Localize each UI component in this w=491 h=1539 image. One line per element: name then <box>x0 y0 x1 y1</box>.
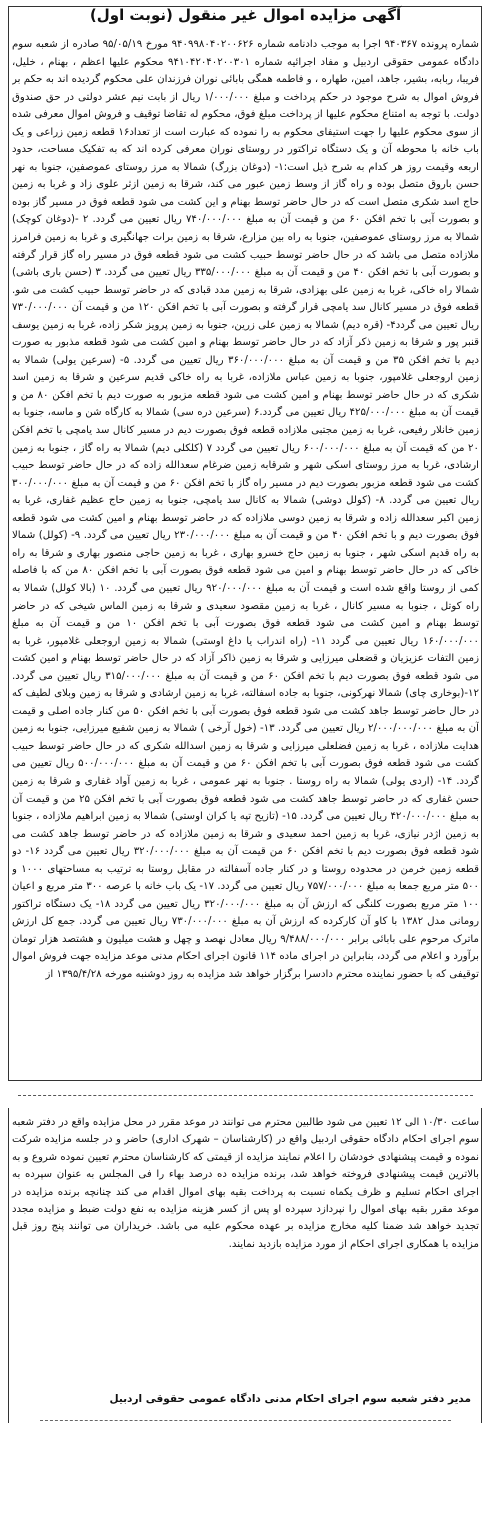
bottom-divider <box>40 1420 451 1421</box>
notice-title: آگهی مزایده اموال غیر منقول (نوبت اول) <box>89 6 402 24</box>
notice-signature: مدیر دفتر شعبه سوم اجرای احکام مدنی دادگاه عمومی حقوقی اردبیل <box>109 1393 471 1405</box>
notice-body: شماره پرونده ۹۴۰۳۶۷ اجرا به موجب دادنامه شماره ۹۴۰۹۹۸۰۴۰۲۰۰۶۲۶ مورخ ۹۵/۰۵/۱۹ صادره از شعبه سوم دادگاه عمومی حقوقی اردبیل و مفاد اجرائیه شماره ۹۴۱۰۴۲۰۴۰۲۰۰۳۰۱ محکوم علیها اعظم ، بهنام ، خلیل، فریبا، ربابه، بشیر، جاهد، امین، طهاره ، و فاطمه همگی بابائی نوران فرزندان علی محکوم گردیده اند به حکم بر فروش اموال به شرح موجود در حکم پرداخت و مبلغ ۱/۰۰۰/۰۰۰ ریال از بابت نیم عشر دولتی در حق صندوق دولت. با توجه به امتناع محکوم علیها از پرداخت مبلغ فوق، محکوم له تقاضا توقیف و فروش اموال معرفی شده از سوی محکوم علیها را جهت استیفای محکوم به را نموده که عبارت است از تعداد۱۶ قطعه زمین زراعی و یک باب خانه با محوطه آن و یک دستگاه تراکتور در روستای نوران معرفی کرده اند که به تفکیک مساحت، حدود اربعه وقیمت روز هر کدام به شرح ذیل است:۱- (دوغان بزرگ) شمالا به مرز روستای عموصفین، جنوبا به نهر حسن باروق متصل بوده و راه گاز از وسط زمین عبور می کند، شرقا به زمین ازثر علوی زاد و غربا به زمین حاج اسد شکری متصل است که در حال حاضر توسط بهنام و این کشت می شود قطعه فوق در مسیر گاز بوده و بصورت آبی با تخم افکن ۶۰ من و قیمت آن به مبلغ ۷۴۰/۰۰۰/۰۰۰ ریال تعیین می گردد. ۲ -(دوغان کوچک) شمالا به مرز روستای عموصفین، جنوبا به راه بین مزارع، شرقا به زمین برات جهانگیری و غربا به زمین فرامرز ملازاده متصل می باشد که در حال حاضر توسط حبیب کشت می شود قطعه فوق در مسیر راه گاز قرار گرفته و بصورت آبی با تخم افکن ۴۰ من و قیمت آن به مبلغ ۳۳۵/۰۰۰/۰۰۰ ریال تعیین می گردد. ۳ (حسن باری باشی) شمالا راه خاکی، غربا به زمین علی بهزادی، شرقا به زمین مدد قبادی که در حاضر توسط حبیب کشت می شو. قطعه فوق در مسیر کانال سد یامچی قرار گرفته و بصورت آبی با تخم افکن ۱۲۰ من و قیمت آن ۷۳۰/۰۰۰/۰۰۰ ریال تعیین می گردد۴- (قره دیم) شمالا به زمین علی زرین، جنوبا به زمین پرویز شکر زاده، غربا به زمین یوسف قنبر پور و شرقا به زمین ذکر آزاد که در حال حاضر توسط بهنام و امین کشت می شود قطعه مذبور به صورت دیم با تخم افکن ۳۵ من و قیمت آن به مبلغ ۳۶۰/۰۰۰/۰۰۰ ریال تعیین می گردد. ۵- (سرعین یولی) شمالا به زمین اروجعلی غلامپور، جنوبا به زمین عباس ملازاده، غربا به راه خاکی قدیم سرعین و شرقا به زمین اسد شکری که در حال حاضر توسط بهنام و امین کشت می شود قطعه مزبور به صورت دیم با تخم افکن ۸۰ من و قیمت آن به مبلغ ۴۲۵/۰۰۰/۰۰۰ ریال تعیین می گردد.۶ (سرعین دره سی) شمالا به کارگاه شن و ماسه، جنوبا به زمین خانلار رفیعی، غربا به زمین مجتبی ملازاده قطعه فوق بصورت دیم در مسیر کانال سد یامچی با تخم افکن ۲۰ من که قیمت آن به مبلغ ۶۰۰/۰۰۰/۰۰۰ ریال تعیین می گردد ۷ (کلکلی دیم) شمالا به راه گاز ، جنوبا به زمین ارشادی، غربا به مرز روستای اسکی شهر و شرقابه زمین ضرغام سعدالله زاده که در حال حاضر توسط حبیب کشت می شود قطعه مزبور بصورت دیم در مسیر راه گاز با تخم افکن ۶۰ من و قیمت آن به مبلغ ۳۰۰/۰۰۰/۰۰۰ ریال تعیین می گردد. ۸- (کولل دوشی) شمالا به کانال سد یامچی، جنوبا به زمین حاج عظیم غفاری، غربا به زمین اکبر سعدالله زاده و شرقا به زمین دوسی ملازاده که در حاضر توسط بهنام و امین کشت می شود قطعه فوق بصورت دیم و با تخم افکن ۴۰ من و قیمت آن به مبلغ ۲۳۰/۰۰۰/۰۰۰ ریال تعیین می گردد. ۹- (کولل) شمالا به راه قدیم اسکی شهر ، جنوبا به زمین حاج خسرو بهاری ، غربا به زمین حاجی منصور بهاری و شرقا به راه خاکی که در حال حاضر توسط بهنام و امین می شود قطعه فوق بصورت آبی با تخم افکن ۸۰ من که با فاصله کمی از روستا واقع شده است و قیمت آن به مبلغ ۹۲۰/۰۰۰/۰۰۰ ریال تعیین می گردد. ۱۰ (بالا کولل) شمالا به راه کوتل ، جنوبا به مسیر کانال ، غربا به زمین مقصود سعیدی و شرقا به زمین الماس شیخی که در حاضر توسط بهنام و امین کشت می شود قطعه فوق بصورت آبی با تخم افکن ۱۰ من و قیمت آن به مبلغ ۱۶۰/۰۰۰/۰۰۰ ریال تعیین می گردد ۱۱- (راه اندراب یا داغ اوستی) شمالا به زمین اروجعلی غلامپور، غربا به زمین التفات عزیزیان و قضعلی میرزایی و شرقا به زمین ذاکر آزاد که در حال حاضر توسط بهنام و امین کشت می شود قطعه فوق بصورت دیم با تخم افکن ۶۰ من و قیمت آن به مبلغ ۳۱۵/۰۰۰/۰۰۰ ریال تعیین می گردد. ۱۲-(بوخاری چای) شمالا نهرکونی، جنوبا به جاده اسفالته، غربا به زمین ارشادی و شرقا به زمین وبلای لطیف که در حال حاضر توسط جاهد کشت می شود قطعه فوق بصورت آبی با تخم افکن ۵۰ من کنار جاده اصلی و قیمت آن به مبلغ ۲/۰۰۰/۰۰۰/۰۰۰ ریال تعیین می گردد. ۱۳- (خول آرخی ) شمالا به زمین شفیع میرزایی، جنوبا به زمین هدایت ملازاده ، غربا به زمین فضلعلی میرزایی و شرقا به زمین اسدالله شکری که در حال حاضر توسط حبیب کشت می شود قطعه فوق بصورت آبی با تخم افکن ۶۰ من و قیمت آن به مبلغ ۵۰۰/۰۰۰/۰۰۰ ریال تعیین می گردد. ۱۴- (اردی یولی) شمالا به راه روستا . جنوبا به نهر عمومی ، غربا به زمین آواد غفاری و شرقا به زمین حسن غفاری که در حاضر توسط جاهد کشت می شود قطعه فوق بصورت آبی با تخم افکن ۲۵ من و قیمت آن به مبلغ ۴۲۰/۰۰۰/۰۰۰ ریال تعیین می گردد. ۱۵- (تازیح تپه یا کران اوستی) شمالا به زمین ابراهیم ملازاده ، جنوبا به زمین اژدر نیازی، غربا به زمین احمد سعیدی و شرقا به زمین ملازاده که در حاضر توسط جاهد کشت می شود قطعه فوق بصورت دیم با تخم افکن ۶۰ من قیمت آن به مبلغ ۳۲۰/۰۰۰/۰۰۰ ریال تعیین می گردد ۱۶- دو قطعه زمین خرمن در محدوده روستا و در کنار جاده آسفالته در مقابل روستا به ترتیب به مساحتهای ۱۰۰۰ و ۵۰۰ متر مربع جمعا به مبلغ ۷۵۷/۰۰۰/۰۰۰ ریال تعیین می گردد. ۱۷- یک باب خانه با عرصه ۳۰۰ متر مربع و اعیان ۱۰۰ متر مربع بصورت کلنگی که ارزش آن به مبلغ ۳۲۰/۰۰۰/۰۰۰ ریال تعیین می گردد ۱۸- یک دستگاه تراکتور رومانی مدل ۱۳۸۲ با کاو آن کارکرده که ارزش آن به مبلغ ۷۳۰/۰۰۰/۰۰۰ ریال تعیین می گردد. جمع کل ارزش ماترک مرحوم علی بابائی برابر ۹/۴۸۸/۰۰۰/۰۰۰ ریال معادل نهصد و چهل و هشت میلیون و هشتصد هزار تومان برآورد و اعلام می گردد، بنابراین در اجرای ماده ۱۱۴ قانون اجرای احکام مدنی موعد مزایده جهت فروش اموال توقیفی که با حضور نماینده محترم دادسرا برگزار خواهد شد مزایده به روز دوشنبه مورخه ۱۳۹۵/۴/۲۸ از <box>12 39 479 980</box>
notice-continuation: ساعت ۱۰/۳۰ الی ۱۲ تعیین می شود طالبین محترم می توانند در موعد مقرر در محل مزایده واقع در دفتر شعبه سوم اجرای احکام دادگاه حقوقی اردبیل واقع در (کارشناسان – شهرک اداری) حاضر و در جلسه مزایده شرکت نموده و قیمت پیشنهادی خودشان را اعلام نمایند مزایده از قیمتی که کارشناسان محترم تعیین نموده شروع و به بالاترین قیمت پیشنهادی فروخته خواهد شد، برنده مزایده ده درصد بهاء را فی المجلس به عنوان سپرده به اجرای احکام تسلیم و ظرف یکماه نسبت به پرداخت بقیه بهای اموال اقدام می کند چنانچه برنده مزایده در موعد مقرر بقیه بهای اموال را نپردازد سپرده او پس از کسر هزینه مزایده به نفع دولت ضبط و مزایده مجدد تجدید خواهد شد ضمنا کلیه مخارج مزایده بر عهده محکوم علیه می باشد. خریداران می توانند پنج روز قبل مزایده با همکاری اجرای احکام از مورد مزایده بازدید نمایند. <box>12 1117 480 1250</box>
section-divider <box>18 1095 473 1096</box>
